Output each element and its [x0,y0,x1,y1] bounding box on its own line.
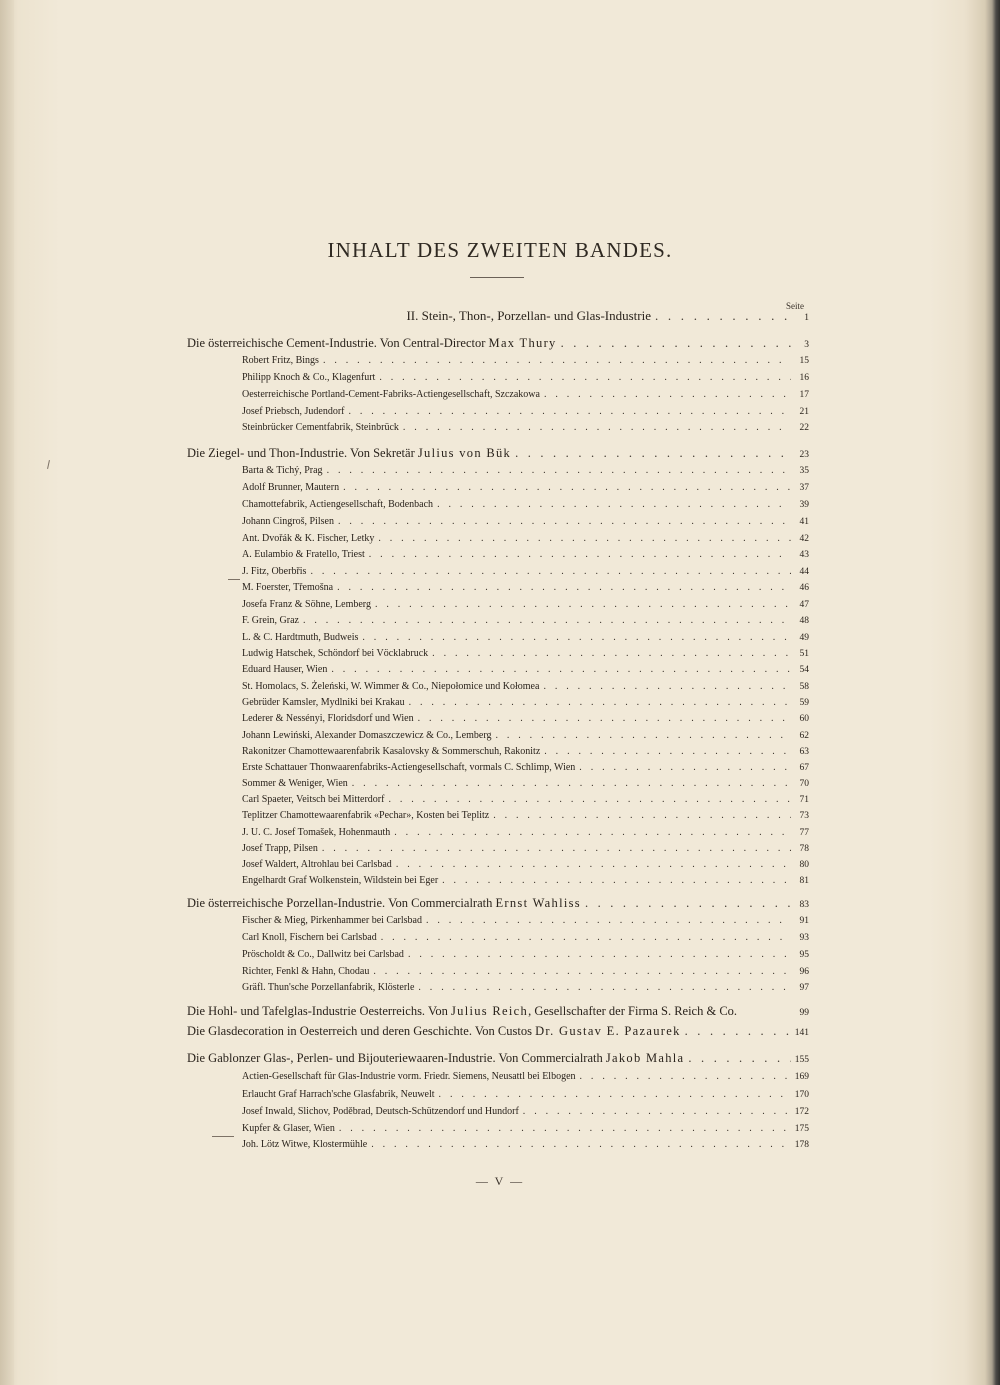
entry-title: J. U. C. Josef Tomašek, Hohenmauth [242,827,391,838]
entry-title: L. & C. Hardtmuth, Budweis [242,632,359,643]
entry-title: Philipp Knoch & Co., Klagenfurt [242,372,376,383]
toc-entry [242,632,809,643]
dot-leader [378,533,791,544]
entry-title: M. Foerster, Třemošna [242,582,334,593]
toc-entry [242,1071,809,1082]
section-page: 1 [804,313,809,323]
dot-leader [544,746,791,757]
entry-title: Die Hohl- und Tafelglas-Industrie Oesterreichs. Von Julius Reich, Gesellschafter der Firma S. Reich & Co. [187,1004,738,1018]
entry-title: Josefa Franz & Söhne, Lemberg [242,599,371,610]
margin-mark [228,579,240,580]
entry-page: 16 [799,373,809,383]
entry-page: 99 [799,1008,809,1018]
dot-leader [442,875,791,886]
dot-leader [303,615,791,626]
dot-leader [375,599,791,610]
entry-page: 35 [799,466,809,476]
entry-page: 21 [799,407,809,417]
dot-leader [495,730,791,741]
entry-author: Ernst Wahliss [495,896,581,910]
entry-page: 73 [799,811,809,821]
title-rule [470,277,524,278]
margin-mark [212,1136,234,1137]
entry-title: Gebrüder Kamsler, Mydlniki bei Krakau [242,697,405,708]
entry-title: A. Eulambio & Fratello, Triest [242,549,365,560]
dot-leader [685,1024,791,1039]
page-number-footer: — V — [475,1174,525,1188]
entry-title: Die Gablonzer Glas-, Perlen- und Bijouteriewaaren-Industrie. Von Commercialrath Jakob Mahla [187,1051,685,1065]
dot-leader [432,648,791,659]
entry-title: Carl Knoll, Fischern bei Carlsbad [242,932,377,943]
toc-entry [242,932,809,943]
toc-entry [242,566,809,577]
entry-page: 77 [799,828,809,838]
dot-leader [523,1106,791,1117]
entry-page: 172 [794,1107,809,1117]
toc-entry [242,794,809,805]
entry-title: Carl Spaeter, Veitsch bei Mitterdorf [242,794,385,805]
entry-title: Actien-Gesellschaft für Glas-Industrie vorm. Friedr. Siemens, Neusattl bei Elbogen [242,1071,576,1082]
toc-entry [242,966,809,977]
toc-entry [242,982,809,993]
toc-entry [242,664,809,675]
entry-title: Josef Trapp, Pilsen [242,843,318,854]
entry-author: Julius von Bük [417,446,512,460]
toc-entry [242,1089,809,1100]
entry-page: 170 [794,1090,809,1100]
entry-title: Rakonitzer Chamottewaarenfabrik Kasalovsky & Sommerschuh, Rakonitz [242,746,541,757]
entry-author: Jakob Mahla [605,1051,685,1065]
entry-title: Die Glasdecoration in Oesterreich und deren Geschichte. Von Custos Dr. Gustav E. Pazaurek [187,1024,681,1038]
entry-author: Julius Reich [451,1004,529,1018]
entry-title: J. Fitz, Oberbřis [242,566,307,577]
entry-page: 46 [799,583,809,593]
entry-page: 58 [799,682,809,692]
toc-entry [242,582,809,593]
dot-leader [543,681,791,692]
dot-leader [394,827,791,838]
entry-page: 70 [799,779,809,789]
entry-page: 95 [799,950,809,960]
entry-title: Die österreichische Cement-Industrie. Von Central-Director Max Thury [187,336,557,350]
dot-leader [396,859,791,870]
entry-author: Dr. Gustav E. Pazaurek [535,1024,681,1038]
entry-title: Erste Schattauer Thonwaarenfabriks-Actiengesellschaft, vormals C. Schlimp, Wien [242,762,576,773]
entry-title: Josef Inwald, Slichov, Poděbrad, Deutsch-Schützendorf und Hundorf [242,1106,519,1117]
toc-entry [242,875,809,886]
entry-title: Fischer & Mieg, Pirkenhammer bei Carlsbad [242,915,422,926]
page-title: INHALT DES ZWEITEN BANDES. [327,238,673,262]
entry-page: 81 [799,876,809,886]
entry-author: Max Thury [488,336,557,350]
entry-title: Adolf Brunner, Mautern [242,482,340,493]
dot-leader [408,949,791,960]
dot-leader [437,499,791,510]
entry-page: 67 [799,763,809,773]
dot-leader [338,516,791,527]
toc-entry [242,730,809,741]
dot-leader [322,843,791,854]
toc-entry [242,1139,809,1150]
entry-title: Joh. Lötz Witwe, Klostermühle [242,1139,368,1150]
entry-title: Josef Waldert, Altrohlau bei Carlsbad [242,859,392,870]
toc-entry [242,648,809,659]
entry-title: Ant. Dvořák & K. Fischer, Letky [242,533,375,544]
dot-leader [323,355,791,366]
entry-page: 49 [799,633,809,643]
toc-entry [242,697,809,708]
toc-entry [242,1123,809,1134]
entry-title: Die Ziegel- und Thon-Industrie. Von Sekretär Julius von Bük [187,446,512,460]
toc-entry [242,533,809,544]
toc-entry [242,389,809,400]
dot-leader [515,446,791,461]
section-heading [187,308,809,324]
entry-title: Ludwig Hatschek, Schöndorf bei Vöcklabruck [242,648,429,659]
entry-page: 39 [799,500,809,510]
toc-chapter [187,1051,809,1066]
entry-title: Robert Fritz, Bings [242,355,319,366]
entry-page: 96 [799,967,809,977]
dot-leader [337,582,791,593]
toc-entry [242,810,809,821]
dot-leader [655,308,791,324]
entry-title: Gräfl. Thun'sche Porzellanfabrik, Klösterle [242,982,415,993]
toc-chapter [187,446,809,461]
toc-entry [242,465,809,476]
entry-page: 175 [794,1124,809,1134]
entry-title: Oesterreichische Portland-Cement-Fabriks-Actiengesellschaft, Szczakowa [242,389,540,400]
dot-leader [381,932,791,943]
toc-chapter [187,336,809,351]
entry-page: 44 [799,567,809,577]
entry-title: Engelhardt Graf Wolkenstein, Wildstein bei Eger [242,875,439,886]
toc-entry [242,499,809,510]
entry-title: Chamottefabrik, Actiengesellschaft, Bodenbach [242,499,434,510]
entry-title: Teplitzer Chamottewaarenfabrik «Pechar», Kosten bei Teplitz [242,810,490,821]
toc-entry [242,746,809,757]
entry-page: 48 [799,616,809,626]
entry-page: 141 [794,1028,809,1038]
toc-entry [242,549,809,560]
entry-page: 62 [799,731,809,741]
entry-page: 3 [804,340,809,350]
entry-title: Barta & Tichý, Prag [242,465,323,476]
toc-entry [242,762,809,773]
entry-page: 17 [799,390,809,400]
entry-title: Sommer & Weniger, Wien [242,778,348,789]
dot-leader [585,896,791,911]
dot-leader [371,1139,791,1150]
toc-entry [242,599,809,610]
entry-page: 155 [794,1055,809,1065]
toc-chapter [187,1004,809,1019]
entry-page: 169 [794,1072,809,1082]
entry-title: Eduard Hauser, Wien [242,664,328,675]
dot-leader [493,810,791,821]
dot-leader [426,915,791,926]
toc-entry [242,915,809,926]
entry-page: 178 [794,1140,809,1150]
dot-leader [348,406,791,417]
entry-page: 83 [799,900,809,910]
toc-entry [242,949,809,960]
entry-title: Josef Priebsch, Judendorf [242,406,345,417]
toc-entry [242,516,809,527]
entry-title: St. Homolacs, S. Żeleński, W. Wimmer & Co., Niepołomice und Kołomea [242,681,540,692]
entry-page: 71 [799,795,809,805]
dot-leader [339,1123,791,1134]
toc-entry [242,372,809,383]
entry-page: 23 [799,450,809,460]
entry-page: 15 [799,356,809,366]
entry-page: 97 [799,983,809,993]
entry-title: Erlaucht Graf Harrach'sche Glasfabrik, Neuwelt [242,1089,435,1100]
entry-title: Johann Cingroš, Pilsen [242,516,334,527]
entry-page: 93 [799,933,809,943]
dot-leader [418,713,791,724]
dot-leader [369,549,791,560]
toc-entry [242,355,809,366]
entry-title: Steinbrücker Cementfabrik, Steinbrück [242,422,399,433]
dot-leader [580,1071,791,1082]
toc-entry [242,778,809,789]
toc-entry [242,482,809,493]
seite-label: Seite [786,301,804,311]
toc-entry [242,859,809,870]
dot-leader [331,664,791,675]
entry-page: 54 [799,665,809,675]
entry-page: 63 [799,747,809,757]
dot-leader [379,372,791,383]
toc-entry [242,1106,809,1117]
dot-leader [362,632,791,643]
toc-entry [242,406,809,417]
dot-leader [352,778,791,789]
toc-chapter [187,1024,809,1039]
dot-leader [409,697,791,708]
toc-entry [242,713,809,724]
dot-leader [688,1051,790,1066]
dot-leader [373,966,791,977]
dot-leader [327,465,791,476]
entry-title: Kupfer & Glaser, Wien [242,1123,335,1134]
toc-entry [242,422,809,433]
entry-title: Johann Lewiński, Alexander Domaszczewicz & Co., Lemberg [242,730,492,741]
entry-page: 59 [799,698,809,708]
dot-leader [310,566,791,577]
dot-leader [579,762,791,773]
entry-title: Die österreichische Porzellan-Industrie. Von Commercialrath Ernst Wahliss [187,896,581,910]
dot-leader [343,482,791,493]
toc-chapter [187,896,809,911]
entry-title: Pröscholdt & Co., Dallwitz bei Carlsbad [242,949,404,960]
entry-title: F. Grein, Graz [242,615,299,626]
toc-entry [242,681,809,692]
margin-mark [47,460,50,469]
section-title: II. Stein-, Thon-, Porzellan- und Glas-Industrie [406,308,651,323]
toc-entry [242,843,809,854]
entry-page: 22 [799,423,809,433]
entry-page: 51 [799,649,809,659]
entry-page: 37 [799,483,809,493]
dot-leader [439,1089,791,1100]
entry-page: 43 [799,550,809,560]
dot-leader [418,982,791,993]
entry-page: 60 [799,714,809,724]
entry-title: Lederer & Nessényi, Floridsdorf und Wien [242,713,414,724]
dot-leader [388,794,791,805]
dot-leader [561,336,791,351]
entry-page: 42 [799,534,809,544]
dot-leader [403,422,791,433]
entry-page: 41 [799,517,809,527]
entry-page: 80 [799,860,809,870]
entry-page: 91 [799,916,809,926]
toc-entry [242,827,809,838]
entry-title: Richter, Fenkl & Hahn, Chodau [242,966,370,977]
dot-leader [544,389,791,400]
entry-page: 47 [799,600,809,610]
toc-entry [242,615,809,626]
entry-page: 78 [799,844,809,854]
